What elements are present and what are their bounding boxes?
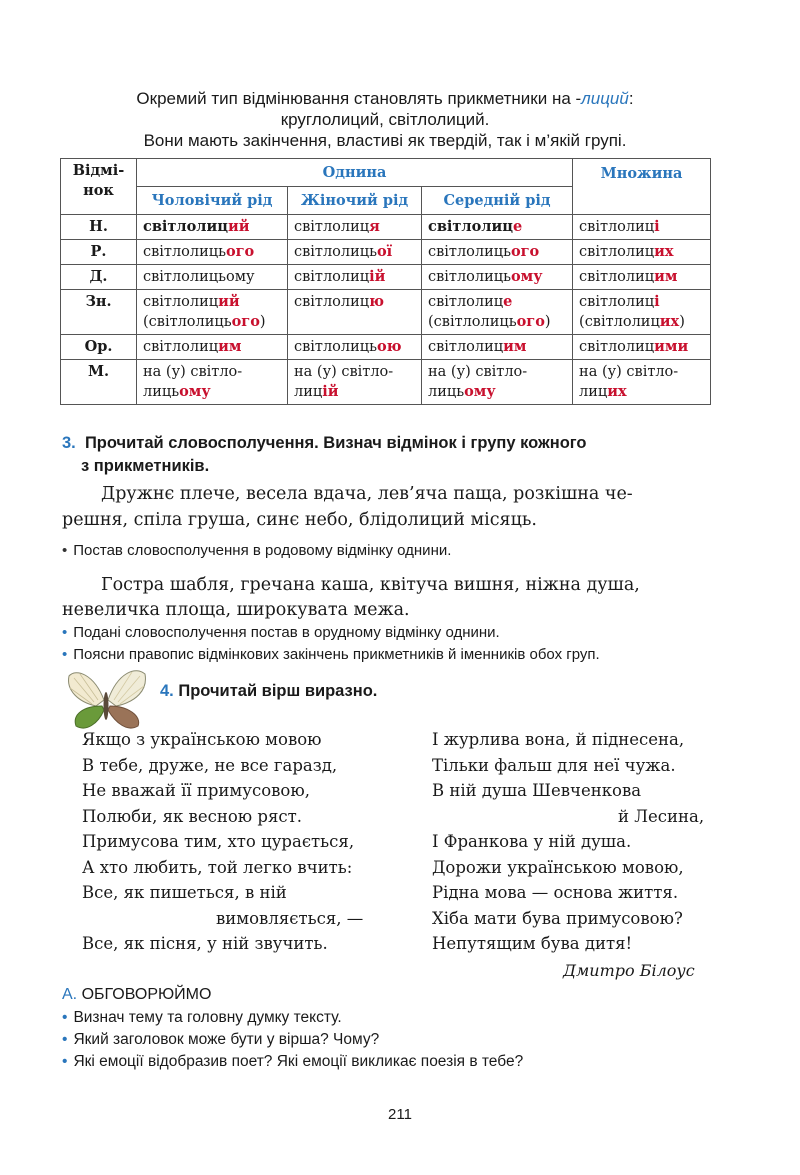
poem-line: Все, як пісня, у ній звучить. [82, 934, 328, 953]
table-cell: світлолицим [422, 335, 573, 360]
table-cell: світлолиця [288, 215, 422, 240]
table-row [61, 290, 711, 335]
suffix-highlight: лиций [581, 89, 629, 108]
table-cell: світлолиций (світлолицього) [137, 290, 288, 335]
table-cell: світлолицьому [137, 265, 288, 290]
poem-line: Все, як пишеться, в ній [82, 883, 287, 902]
table-cell: світлолицього [137, 240, 288, 265]
poem-author: Дмитро Білоус [563, 961, 695, 980]
table-cell: світлолиці (світлолицих) [573, 290, 711, 335]
poem-line: Тільки фальш для неї чужа. [432, 755, 676, 775]
table-cell: світлолицьою [288, 335, 422, 360]
poem-line: й Лесина, [618, 806, 705, 826]
plural-header: Множина [573, 159, 711, 215]
poem-line: Непутящим бува дитя! [432, 934, 633, 953]
bullet-genitive: • Постав словосполучення в родовому відмінку однини. [62, 542, 452, 559]
bullet-icon: • [62, 1009, 68, 1026]
table-cell: на (у) світло- лицьому [137, 360, 288, 405]
bullet-icon: • [62, 1053, 68, 1070]
feminine-header: Жіночий рід [288, 187, 422, 215]
table-cell: світлолицими [573, 335, 711, 360]
case-label: Д. [61, 265, 137, 290]
table-cell: світлолицьої [288, 240, 422, 265]
table-cell: світлолиці [573, 215, 711, 240]
table-cell: світлолицього [422, 240, 573, 265]
bullet-instrumental: • Подані словосполучення постав в орудному відмінку однини. [62, 624, 500, 641]
phrase-list-1-line-2: решня, спіла груша, синє небо, блідолиций місяць. [62, 510, 537, 530]
discuss-heading: А. ОБГОВОРЮЙМО [62, 986, 212, 1003]
phrase-list-1-line-1: Дружнє плече, весела вдача, лев’яча паща, розкішна че- [101, 484, 633, 504]
table-cell: світлолице [422, 215, 573, 240]
table-cell: світлолицих [573, 240, 711, 265]
case-label: М. [61, 360, 137, 405]
declension-table [60, 158, 711, 405]
case-label: Н. [61, 215, 137, 240]
table-cell: світлолицим [573, 265, 711, 290]
case-label: Ор. [61, 335, 137, 360]
task-3-heading-cont: з прикметників. [81, 457, 210, 475]
poem-line: А хто любить, той легко вчить: [82, 857, 353, 877]
poem-line: Рідна мова — основа життя. [432, 883, 679, 902]
table-row [61, 265, 711, 290]
task-4-heading: 4. Прочитай вірш виразно. [160, 682, 378, 700]
singular-header: Однина [137, 159, 573, 187]
table-cell: світлолиций [137, 215, 288, 240]
table-row [61, 240, 711, 265]
table-row [61, 360, 711, 405]
poem-line: В тебе, друже, не все гаразд, [82, 755, 338, 775]
poem-line: Хіба мати бува примусовою? [432, 908, 683, 928]
page-number: 211 [388, 1106, 412, 1123]
poem-left-column [82, 727, 363, 957]
table-cell: світлолицим [137, 335, 288, 360]
case-label: Р. [61, 240, 137, 265]
poem-line: Примусова тим, хто цурається, [82, 832, 355, 851]
intro-line-3: Вони мають закінчення, властиві як твердій, так і м’якій групі. [143, 131, 627, 150]
intro-line-1: Окремий тип відмінювання становлять прикметники на -лиций: [136, 89, 634, 108]
poem-line: І журлива вона, й піднесена, [432, 730, 685, 749]
poem-line: Дорожи українською мовою, [432, 857, 684, 877]
butterfly-icon [66, 664, 148, 732]
table-cell: на (у) світло- лицьому [422, 360, 573, 405]
table-cell: світлолицьому [422, 265, 573, 290]
discuss-item: • Який заголовок може бути у вірша? Чому? [62, 1031, 380, 1048]
intro-line-2: круглолиций, світлолиций. [280, 110, 490, 129]
discuss-item: • Які емоції відобразив поет? Які емоції викликає поезія в тебе? [62, 1053, 524, 1070]
table-cell: світлолицю [288, 290, 422, 335]
table-row [61, 335, 711, 360]
table-cell: на (у) світло- лицій [288, 360, 422, 405]
poem-line: Не вважай її примусовою, [82, 781, 310, 800]
bullet-icon: • [62, 646, 68, 663]
neuter-header: Середній рід [422, 187, 573, 215]
poem-line: І Франкова у ній душа. [432, 832, 632, 851]
masculine-header: Чоловічий рід [137, 187, 288, 215]
discuss-item: • Визнач тему та головну думку тексту. [62, 1009, 342, 1026]
bullet-icon: • [62, 542, 68, 559]
table-row [61, 215, 711, 240]
table-cell: на (у) світло- лицих [573, 360, 711, 405]
phrase-list-2-line-2: невеличка площа, широкувата межа. [62, 600, 410, 620]
poem-right-column [432, 727, 704, 957]
bullet-spelling: • Поясни правопис відмінкових закінчень прикметників й іменників обох груп. [62, 646, 600, 663]
table-cell: світлолице (світлолицього) [422, 290, 573, 335]
poem-line: Якщо з українською мовою [82, 730, 322, 749]
table-cell: світлолицій [288, 265, 422, 290]
bullet-icon: • [62, 1031, 68, 1048]
task-3-heading: 3. Прочитай словосполучення. Визнач відмінок і групу кожного [62, 434, 587, 452]
bullet-icon: • [62, 624, 68, 641]
case-header: Відмі- нок [61, 159, 137, 215]
case-label: Зн. [61, 290, 137, 335]
phrase-list-2-line-1: Гостра шабля, гречана каша, квітуча вишня, ніжна душа, [101, 575, 640, 595]
poem-line: вимовляється, — [216, 908, 364, 928]
poem-line: Полюби, як весною ряст. [82, 806, 302, 826]
poem-line: В ній душа Шевченкова [432, 781, 642, 800]
